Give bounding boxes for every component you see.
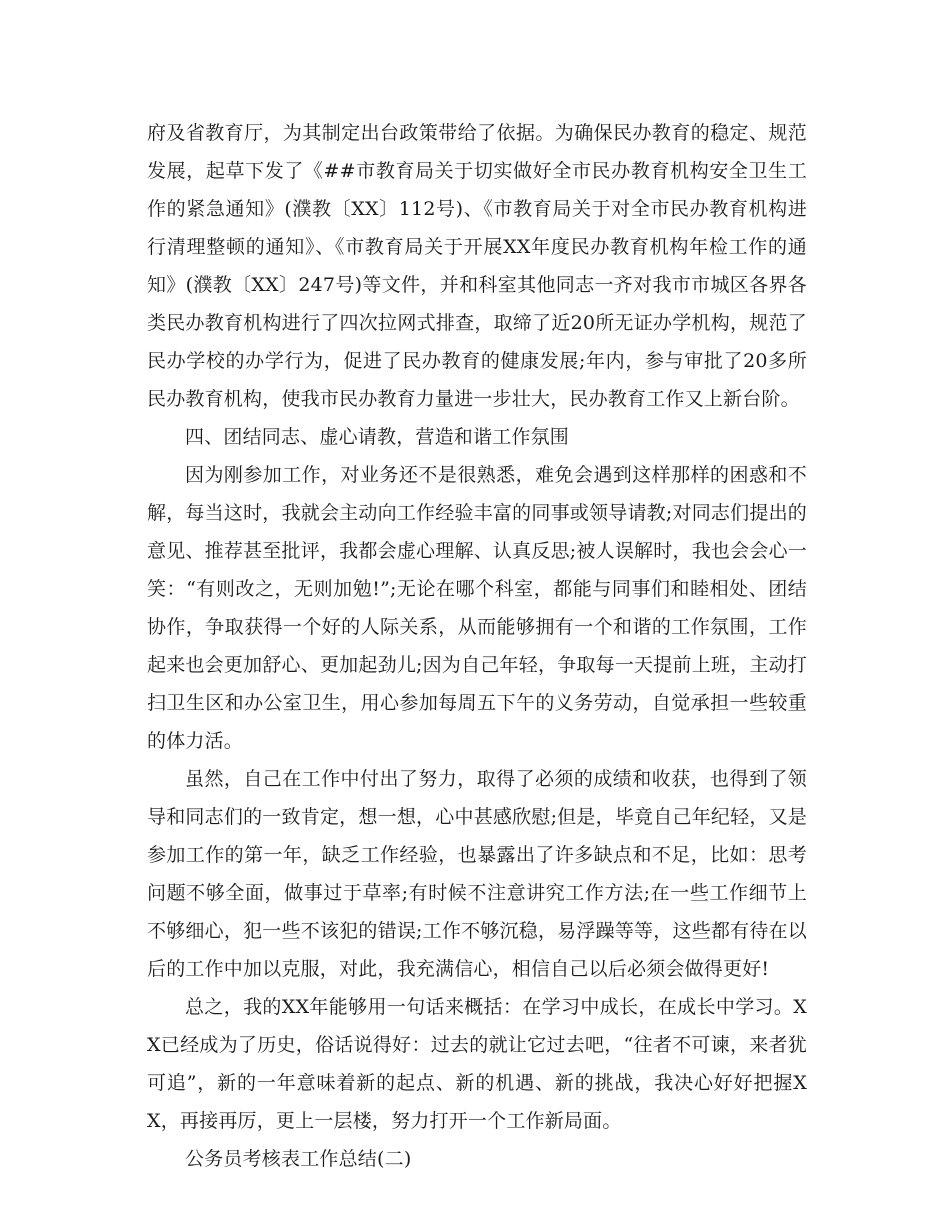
paragraph: 虽然，自己在工作中付出了努力，取得了必须的成绩和收获，也得到了领导和同志们的一致肯定，想一想，心中甚感欣慰;但是，毕竟自己年纪轻，又是参加工作的第一年，缺乏工作经验，也暴露出了许多缺点和不足，比如：思考问题不够全面，做事过于草率;有时候不注意讲究工作方法;在一些工作细节上不够细心，犯一些不该犯的错误;工作不够沉稳，易浮躁等等，这些都有待在以后的工作中加以克服，对此，我充满信心，相信自己以后必须会做得更好! — [147, 768, 807, 980]
document-subtitle: 公务员考核表工作总结(二) — [185, 1148, 412, 1170]
paragraph-continuation: 府及省教育厅，为其制定出台政策带给了依据。为确保民办教育的稳定、规范发展，起草下发了《##市教育局关于切实做好全市民办教育机构安全卫生工作的紧急通知》(濮教〔XX〕112号)、《市教育局关于对全市民办教育机构进行清理整顿的通知》、《市教育局关于开展XX年度民办教育机构年检工作的通知》(濮教〔XX〕247号)等文件，并和科室其他同志一齐对我市市城区各界各类民办教育机构进行了四次拉网式排查，取缔了近20所无证办学机构，规范了民办学校的办学行为，促进了民办教育的健康发展;年内，参与审批了20多所民办教育机构，使我市民办教育力量进一步壮大，民办教育工作又上新台阶。 — [147, 122, 807, 410]
section-heading: 四、团结同志、虚心请教，营造和谐工作氛围 — [185, 426, 570, 448]
paragraph: 总之，我的XX年能够用一句话来概括：在学习中成长，在成长中学习。XX已经成为了历史，俗话说得好：过去的就让它过去吧，“往者不可谏，来者犹可追”，新的一年意味着新的起点、新的机遇、新的挑战，我决心好好把握XX，再接再厉，更上一层楼，努力打开一个工作新局面。 — [147, 996, 807, 1132]
document-page — [147, 114, 807, 1178]
paragraph: 因为刚参加工作，对业务还不是很熟悉，难免会遇到这样那样的困惑和不解，每当这时，我就会主动向工作经验丰富的同事或领导请教;对同志们提出的意见、推荐甚至批评，我都会虚心理解、认真反思;被人误解时，我也会会心一笑：“有则改之，无则加勉!”;无论在哪个科室，都能与同事们和睦相处、团结协作，争取获得一个好的人际关系，从而能够拥有一个和谐的工作氛围，工作起来也会更加舒心、更加起劲儿;因为自己年轻，争取每一天提前上班，主动打扫卫生区和办公室卫生，用心参加每周五下午的义务劳动，自觉承担一些较重的体力活。 — [147, 464, 807, 752]
